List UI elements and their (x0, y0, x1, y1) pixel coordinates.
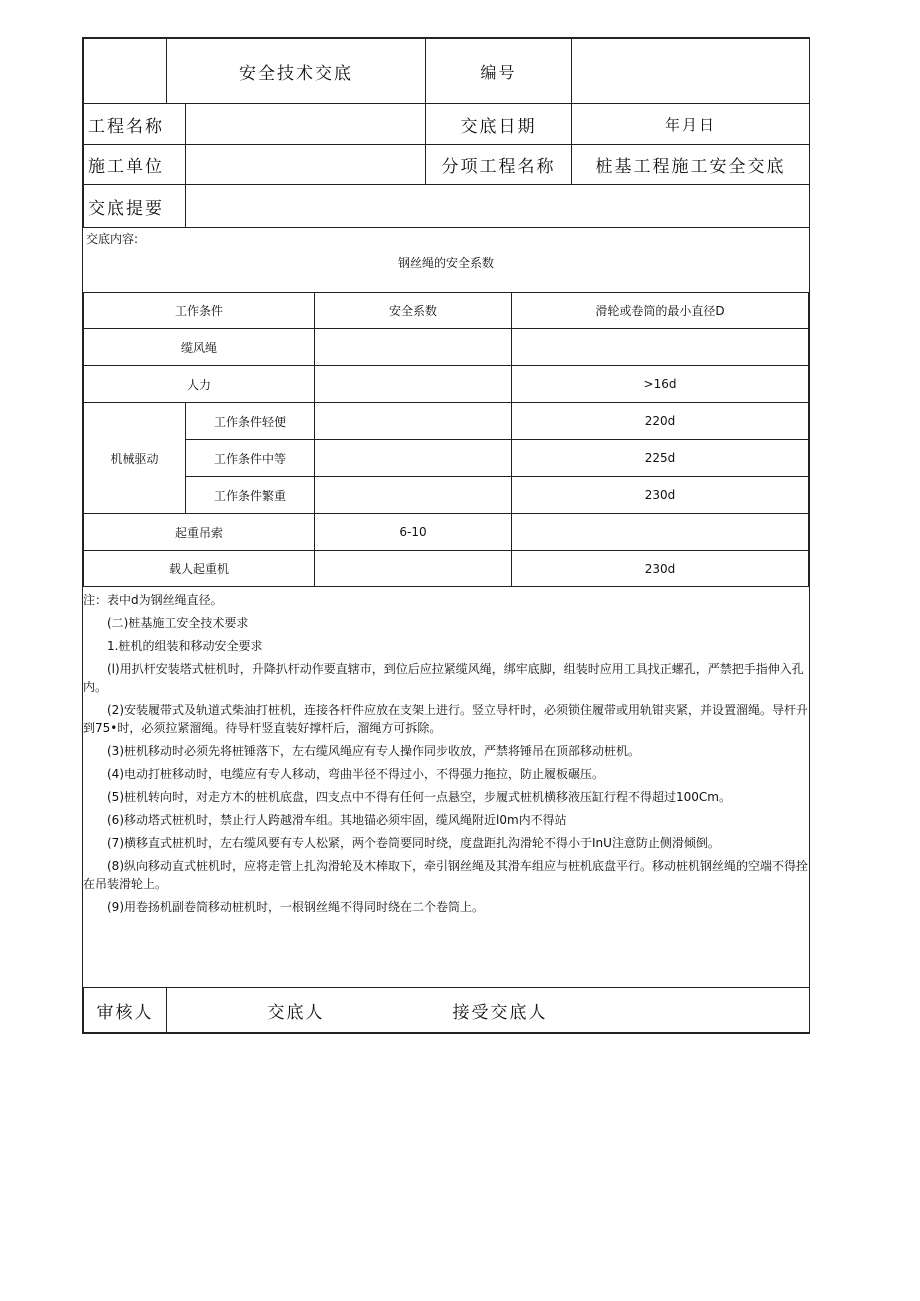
requirement-item: (l)用扒杆安装塔式桩机时，升降扒杆动作要直辖市，到位后应拉紧缆风绳，绑牢底脚，组装时应用工具找正螺孔，严禁把手指伸入孔内。 (83, 662, 804, 694)
condition-cell: 工作条件繁重 (186, 477, 315, 514)
factor-cell (315, 440, 512, 477)
project-name-label: 工程名称 (84, 104, 186, 145)
requirement-item: (4)电动打桩移动时，电缆应有专人移动，弯曲半径不得过小，不得强力拖拉，防止履板碾压。 (107, 767, 605, 781)
column-header: 工作条件 (84, 293, 315, 329)
receiver-label: 接受交底人 (452, 1002, 548, 1023)
signature-cell[interactable] (167, 988, 810, 1033)
factor-cell: 6-10 (315, 514, 512, 551)
subsection-heading: 1.桩机的组装和移动安全要求 (107, 639, 263, 653)
disclosure-form (82, 37, 810, 1034)
condition-cell: 缆风绳 (84, 329, 315, 366)
table-row (84, 440, 809, 477)
diameter-cell: 220d (512, 403, 809, 440)
requirement-item: (9)用卷扬机副卷筒移动桩机时，一根钢丝绳不得同时绕在二个卷筒上。 (107, 900, 485, 914)
condition-cell: 工作条件中等 (186, 440, 315, 477)
discloser-label: 交底人 (267, 1002, 325, 1023)
diameter-cell: 225d (512, 440, 809, 477)
signature-table (83, 987, 810, 1033)
requirement-item: (7)横移直式桩机时，左右缆风要有专人松紧，两个卷筒要同时绕，度盘距扎沟滑轮不得小于InU注意防止侧滑倾倒。 (107, 836, 720, 850)
form-header-table (83, 38, 810, 228)
table-row (84, 514, 809, 551)
wire-rope-table-title: 钢丝绳的安全系数 (397, 256, 494, 270)
requirements-text (83, 587, 809, 987)
condition-cell: 人力 (84, 366, 315, 403)
table-note: 注：表中d为钢丝绳直径。 (83, 593, 223, 607)
table-row (84, 366, 809, 403)
column-header: 安全系数 (315, 293, 512, 329)
subproject-label: 分项工程名称 (426, 145, 572, 185)
condition-cell: 工作条件轻便 (186, 403, 315, 440)
requirement-item: (5)桩机转向时，对走方木的桩机底盘，四支点中不得有任何一点悬空，步履式桩机横移液压缸行程不得超过100Cm。 (107, 790, 731, 804)
content-label: 交底内容: (86, 232, 139, 246)
diameter-cell (512, 514, 809, 551)
project-name-value[interactable] (186, 104, 426, 145)
table-row (84, 477, 809, 514)
requirement-item: (3)桩机移动时必须先将桩锤落下，左右缆风绳应有专人操作同步收放，严禁将锤吊在顶部移动桩机。 (107, 744, 641, 758)
requirement-item: (2)安装履带式及轨道式柴油打桩机，连接各杆件应放在支架上进行。竖立导杆时，必须锁住履带或用轨钳夹紧，并设置溜绳。导杆升到75•时，必须拉紧溜绳。待导杆竖直装好撑杆后，溜绳方可拆除。 (83, 703, 809, 735)
subproject-value[interactable]: 桩基工程施工安全交底 (572, 145, 810, 185)
number-label: 编号 (426, 39, 572, 104)
table-header-row (84, 293, 809, 329)
column-header: 滑轮或卷筒的最小直径D (512, 293, 809, 329)
table-row (84, 551, 809, 587)
date-label: 交底日期 (426, 104, 572, 145)
factor-cell (315, 403, 512, 440)
condition-cell: 载人起重机 (84, 551, 315, 587)
header-blank-cell (84, 39, 167, 104)
number-value[interactable] (572, 39, 810, 104)
table-row (84, 329, 809, 366)
diameter-cell: >16d (512, 366, 809, 403)
factor-cell (315, 329, 512, 366)
date-value[interactable]: 年月日 (572, 104, 810, 145)
document-title: 安全技术交底 (167, 39, 426, 104)
safety-factor-table (83, 292, 809, 587)
unit-value[interactable] (186, 145, 426, 185)
table-row (84, 403, 809, 440)
diameter-cell: 230d (512, 477, 809, 514)
factor-cell (315, 477, 512, 514)
condition-cell: 起重吊索 (84, 514, 315, 551)
summary-value[interactable] (186, 185, 810, 228)
requirement-item: (8)纵向移动直式桩机时，应将走管上扎沟滑轮及木棒取下，牵引钢丝绳及其滑车组应与桩机底盘平行。移动桩机钢丝绳的空端不得拴在吊装滑轮上。 (83, 859, 809, 891)
diameter-cell (512, 329, 809, 366)
summary-label: 交底提要 (84, 185, 186, 228)
diameter-cell: 230d (512, 551, 809, 587)
factor-cell (315, 366, 512, 403)
factor-cell (315, 551, 512, 587)
reviewer-label: 审核人 (84, 988, 167, 1033)
unit-label: 施工单位 (84, 145, 186, 185)
section-heading: (二)桩基施工安全技术要求 (107, 616, 249, 630)
mechanical-group-cell: 机械驱动 (84, 403, 186, 514)
requirement-item: (6)移动塔式桩机时，禁止行人跨越滑车组。其地锚必须牢固，缆风绳附近l0m内不得站 (107, 813, 567, 827)
